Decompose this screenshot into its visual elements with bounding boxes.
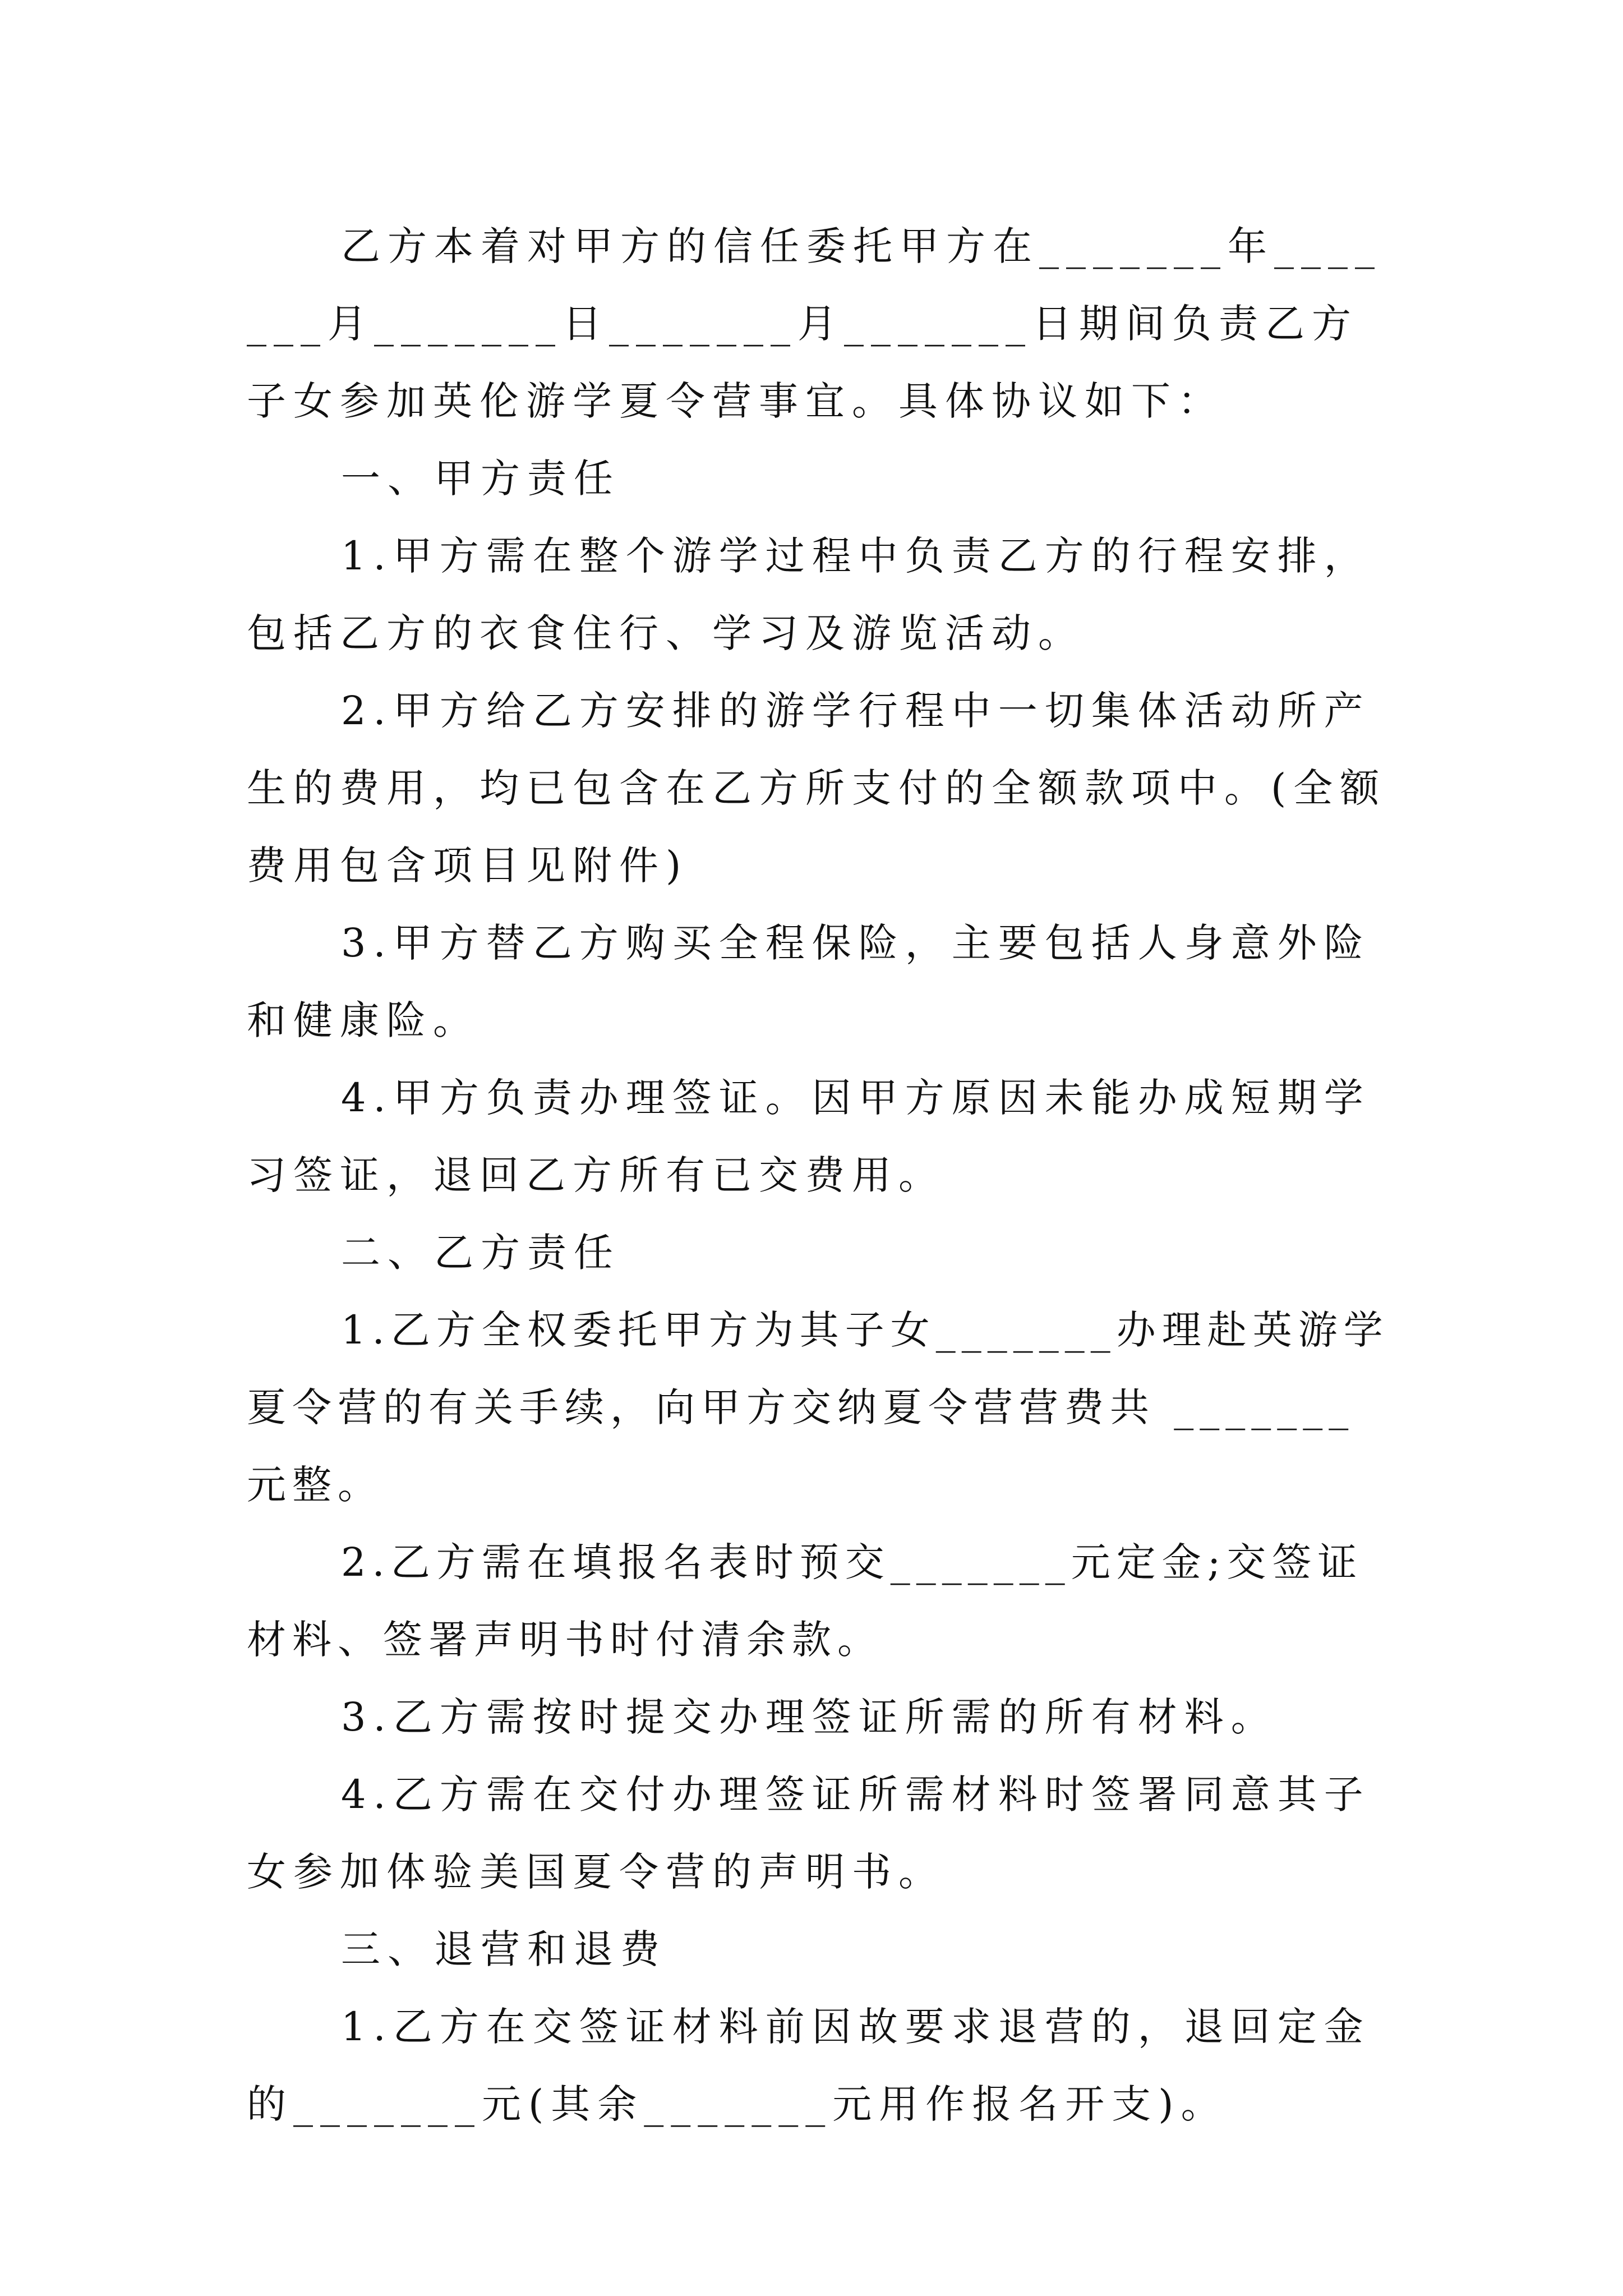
party-b-clause-4: 4.乙方需在交付办理签证所需材料时签署同意其子女参加体验美国夏令营的声明书。 — [247, 1772, 1371, 1895]
section-heading-party-b: 二、乙方责任 — [341, 1230, 620, 1276]
party-a-clause-2: 2.甲方给乙方安排的游学行程中一切集体活动所产生的费用，均已包含在乙方所支付的全额款项中。(全额费用包含项目见附件) — [247, 688, 1387, 889]
section-heading-party-a: 一、甲方责任 — [341, 455, 620, 501]
party-b-clause-2: 2.乙方需在填报名表时预交_______元定金;交签证材料、签署声明书时付清余款。 — [247, 1539, 1363, 1663]
party-a-clause-1: 1.甲方需在整个游学过程中负责乙方的行程安排，包括乙方的衣食住行、学习及游览活动。 — [247, 533, 1371, 656]
document-body — [247, 208, 1391, 2143]
refund-clause-1: 1.乙方在交签证材料前因故要求退营的，退回定金的_______元(其余_______元用作报名开支)。 — [247, 2004, 1371, 2127]
party-a-clause-4: 4.甲方负责办理签证。因甲方原因未能办成短期学习签证，退回乙方所有已交费用。 — [247, 1075, 1371, 1198]
intro-paragraph: 乙方本着对甲方的信任委托甲方在_______年_______月_______日_______月_______日期间负责乙方子女参加英伦游学夏令营事宜。具体协议如下： — [247, 223, 1382, 424]
party-b-clause-1: 1.乙方全权委托甲方为其子女_______办理赴英游学夏令营的有关手续，向甲方交纳夏令营营费共 _______元整。 — [247, 1307, 1389, 1508]
section-heading-refund: 三、退营和退费 — [341, 1926, 667, 1972]
party-b-clause-3: 3.乙方需按时提交办理签证所需的所有材料。 — [341, 1694, 1278, 1740]
party-a-clause-3: 3.甲方替乙方购买全程保险，主要包括人身意外险和健康险。 — [247, 920, 1371, 1043]
